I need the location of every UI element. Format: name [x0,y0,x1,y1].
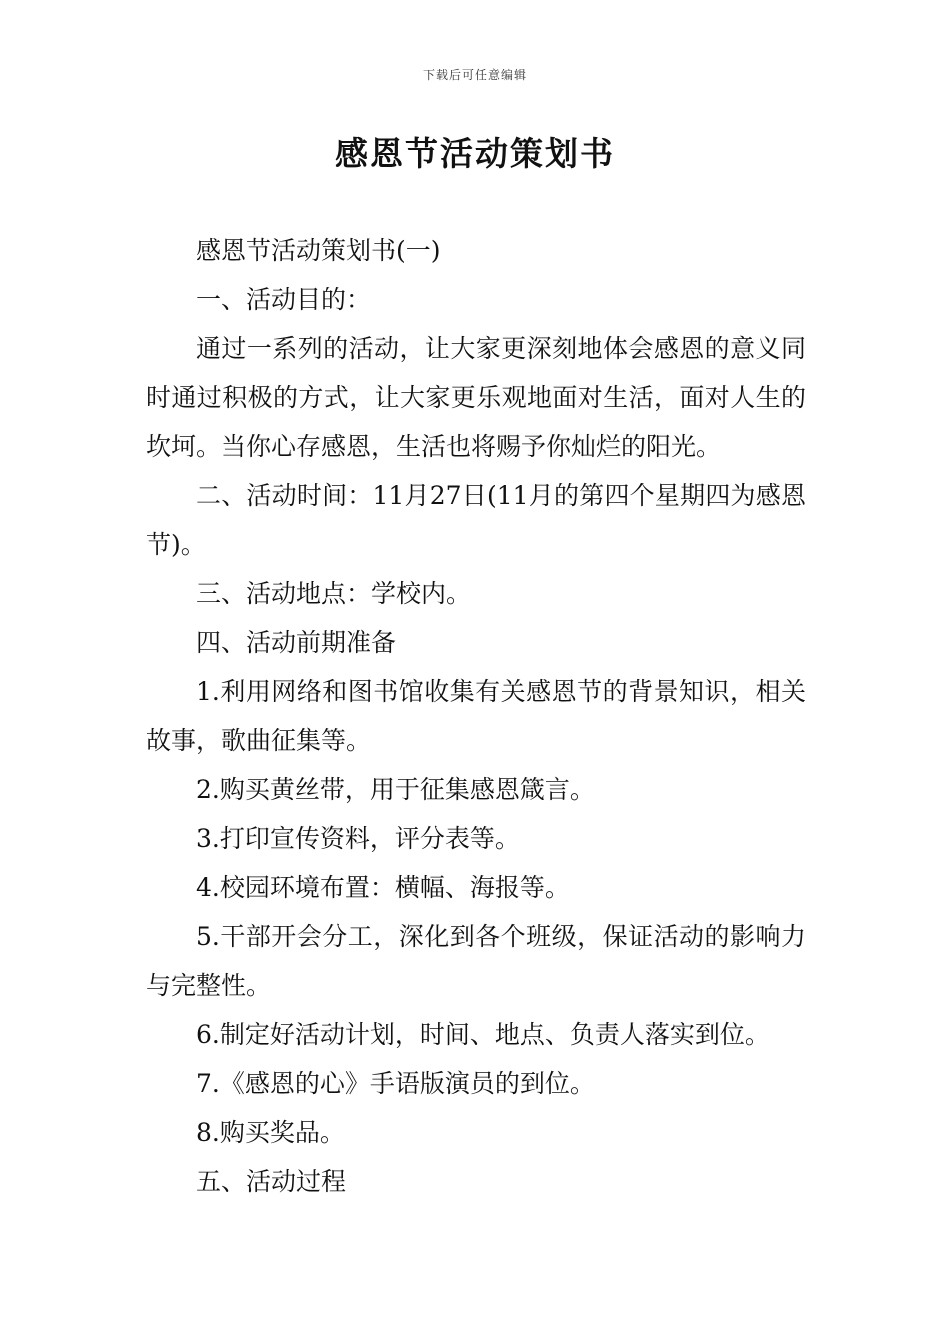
paragraph-prep-item-2: 2.购买黄丝带，用于征集感恩箴言。 [196,775,595,804]
paragraph-prep-item-5: 5.干部开会分工，深化到各个班级，保证活动的影响力与完整性。 [146,922,806,1000]
document-body [146,226,806,1206]
paragraph-activity-time: 二、活动时间：11月27日(11月的第四个星期四为感恩节)。 [146,481,806,559]
paragraph-prep-item-1: 1.利用网络和图书馆收集有关感恩节的背景知识，相关故事，歌曲征集等。 [146,677,806,755]
paragraph-preparation-heading: 四、活动前期准备 [196,628,397,657]
paragraph-section-purpose-heading: 一、活动目的： [196,285,372,314]
paragraph-process-heading: 五、活动过程 [196,1167,347,1196]
header-note: 下载后可任意编辑 [422,68,527,82]
paragraph-prep-item-4: 4.校园环境布置：横幅、海报等。 [196,873,570,902]
document-title: 感恩节活动策划书 [335,134,615,173]
paragraph-prep-item-6: 6.制定好活动计划，时间、地点、负责人落实到位。 [196,1020,770,1049]
paragraph-activity-location: 三、活动地点：学校内。 [196,579,472,608]
paragraph-subtitle: 感恩节活动策划书(一) [196,236,441,265]
paragraph-purpose-text: 通过一系列的活动，让大家更深刻地体会感恩的意义同时通过积极的方式，让大家更乐观地面对生活，面对人生的坎坷。当你心存感恩，生活也将赐予你灿烂的阳光。 [146,334,806,461]
paragraph-prep-item-8: 8.购买奖品。 [196,1118,345,1147]
paragraph-prep-item-7: 7.《感恩的心》手语版演员的到位。 [196,1069,595,1098]
paragraph-prep-item-3: 3.打印宣传资料，评分表等。 [196,824,520,853]
